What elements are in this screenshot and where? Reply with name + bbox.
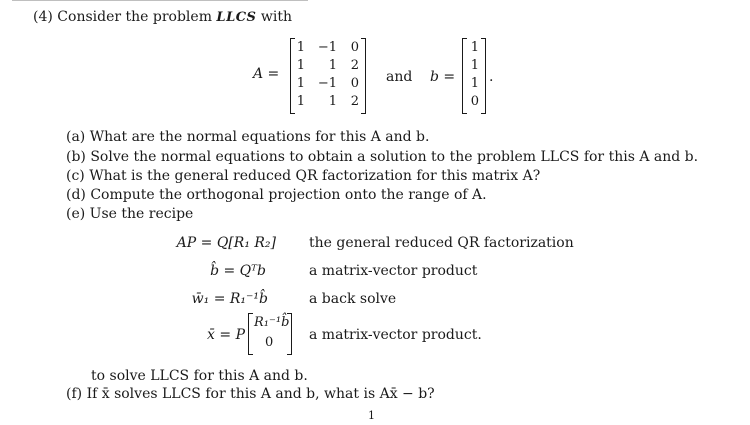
- recipe-step-3-lhs: w̄₁ = R₁⁻¹b̂: [191, 291, 268, 307]
- matrix-a-row: [291, 58, 365, 76]
- vector-b-cell: 1: [470, 58, 479, 73]
- part-label: (d): [66, 187, 86, 203]
- page-number: 1: [368, 409, 375, 422]
- equation-period: .: [489, 69, 494, 85]
- recipe-step-2-lhs: b̂ = Qᵀb: [210, 263, 266, 279]
- recipe-step-3-desc: a back solve: [309, 291, 397, 307]
- matrix-a-cell: 0: [350, 76, 359, 91]
- recipe-vector-top: R₁⁻¹b̂: [254, 315, 290, 330]
- part-label: (e): [66, 206, 86, 222]
- part-text: Compute the orthogonal projection onto the range of A.: [90, 187, 487, 203]
- matrix-a-cell: 1: [328, 94, 337, 109]
- problem-intro: Consider the problem: [57, 9, 212, 25]
- problem-header: [33, 9, 292, 25]
- part-text: Use the recipe: [89, 206, 194, 222]
- after-recipe-text: to solve LLCS for this A and b.: [91, 368, 308, 384]
- part-a: [66, 129, 429, 145]
- matrix-a-cell: −1: [317, 40, 337, 55]
- matrix-a-row: [291, 76, 365, 94]
- recipe-step-2-desc: a matrix-vector product: [309, 263, 478, 279]
- matrix-a-cell: 1: [296, 94, 305, 109]
- part-text: What are the normal equations for this A and b.: [89, 129, 430, 145]
- recipe-step-1-desc: the general reduced QR factorization: [309, 235, 574, 251]
- vector-b-cell: 1: [470, 40, 479, 55]
- matrix-a-cell: 1: [296, 40, 305, 55]
- matrix-a-cell: 2: [350, 58, 359, 73]
- part-text: If x̄ solves LLCS for this A and b, what is Ax̄ − b?: [86, 386, 435, 402]
- matrix-a-cell: 1: [328, 58, 337, 73]
- matrix-a: [290, 38, 366, 114]
- top-rule: [12, 0, 308, 1]
- matrix-a-row: [291, 40, 365, 58]
- part-e: [66, 206, 193, 222]
- recipe-vector-bottom: 0: [265, 335, 274, 350]
- matrix-a-cell: 1: [296, 58, 305, 73]
- part-label: (a): [66, 129, 86, 145]
- vector-b: [462, 38, 486, 114]
- recipe-step-4-lhs: x̄ = P: [207, 327, 245, 343]
- part-c: [66, 168, 540, 184]
- part-label: (c): [66, 168, 85, 184]
- part-f: [66, 386, 435, 402]
- vector-b-label: b =: [430, 69, 456, 85]
- part-text: What is the general reduced QR factorization for this matrix A?: [89, 168, 541, 184]
- part-text: Solve the normal equations to obtain a solution to the problem LLCS for this A and b.: [90, 149, 699, 165]
- and-word: and: [386, 69, 413, 85]
- recipe-step-4-vector: [248, 313, 292, 355]
- matrix-a-cell: 1: [296, 76, 305, 91]
- matrix-a-row: [291, 94, 365, 112]
- problem-number: (4): [33, 9, 53, 25]
- part-d: [66, 187, 487, 203]
- recipe-step-4-desc: a matrix-vector product.: [309, 327, 482, 343]
- part-b: [66, 149, 698, 165]
- matrix-a-cell: 0: [350, 40, 359, 55]
- matrix-a-label: A =: [253, 66, 280, 82]
- part-label: (f): [66, 386, 83, 402]
- matrix-a-cell: 2: [350, 94, 359, 109]
- vector-b-cell: 1: [470, 76, 479, 91]
- llcs-symbol: LLCS: [216, 10, 257, 25]
- matrix-a-cell: −1: [317, 76, 337, 91]
- recipe-step-1-lhs: AP = Q[R₁ R₂]: [176, 235, 276, 251]
- vector-b-cell: 0: [470, 94, 479, 109]
- problem-with: with: [260, 9, 293, 25]
- part-label: (b): [66, 149, 86, 165]
